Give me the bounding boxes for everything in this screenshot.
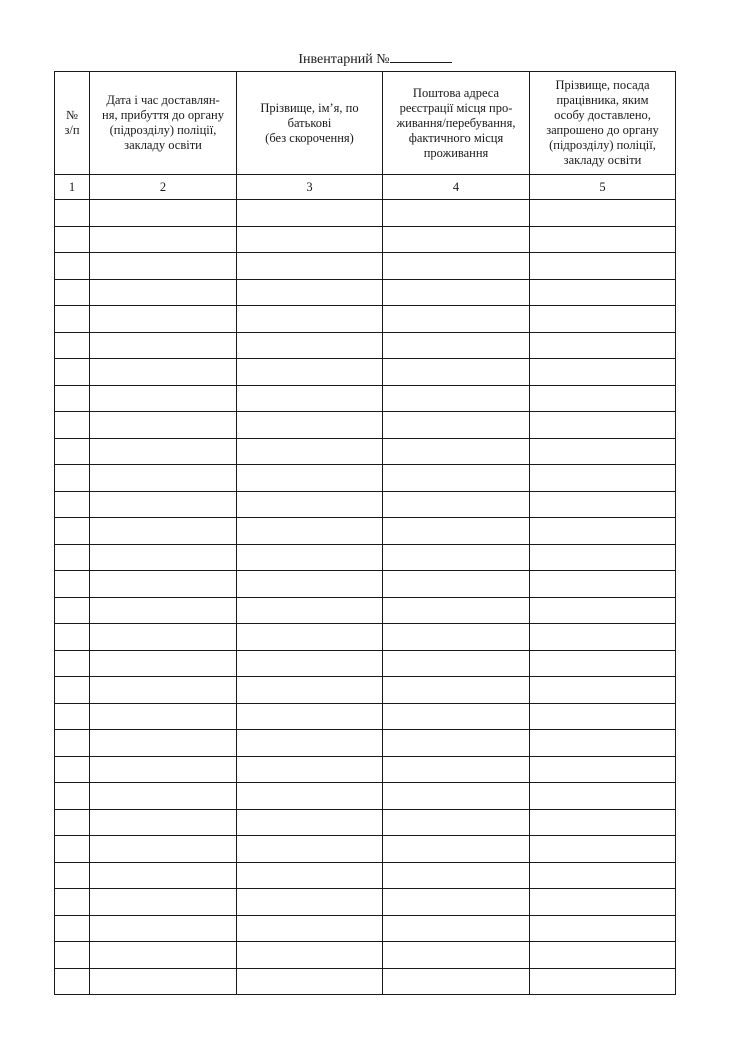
table-cell[interactable] [383, 597, 530, 624]
table-cell[interactable] [90, 438, 237, 465]
inventory-number-blank[interactable] [390, 49, 452, 63]
table-cell[interactable] [90, 783, 237, 810]
table-cell[interactable] [530, 756, 676, 783]
table-cell[interactable] [237, 677, 383, 704]
table-row [55, 491, 676, 518]
table-row [55, 597, 676, 624]
table-cell[interactable] [237, 438, 383, 465]
table-row [55, 862, 676, 889]
table-cell[interactable] [530, 677, 676, 704]
register-table [54, 71, 676, 995]
table-cell[interactable] [383, 783, 530, 810]
table-cell[interactable] [55, 942, 90, 969]
table-cell[interactable] [383, 465, 530, 492]
column-header-line: реєстрації місця про- [399, 100, 513, 115]
table-cell[interactable] [530, 783, 676, 810]
table-cell[interactable] [90, 226, 237, 253]
table-body [55, 200, 676, 995]
table-row [55, 226, 676, 253]
column-header-line: працівника, яким [556, 93, 649, 107]
table-cell[interactable] [383, 544, 530, 571]
table-row [55, 518, 676, 545]
column-header-line: закладу освіти [563, 153, 642, 167]
table-cell[interactable] [55, 571, 90, 598]
table-cell[interactable] [237, 942, 383, 969]
table-cell[interactable] [55, 359, 90, 386]
column-header-line: (без скорочення) [265, 130, 354, 145]
table-cell[interactable] [90, 544, 237, 571]
table-cell[interactable] [530, 544, 676, 571]
table-cell[interactable] [530, 968, 676, 995]
table-cell[interactable] [55, 597, 90, 624]
column-header-full-name [237, 72, 383, 175]
table-cell[interactable] [530, 306, 676, 333]
table-cell[interactable] [237, 862, 383, 889]
table-cell[interactable] [55, 836, 90, 863]
table-cell[interactable] [383, 889, 530, 916]
column-header-index [55, 72, 90, 175]
inventory-number-label: Інвентарний № [298, 52, 390, 67]
table-cell[interactable] [90, 862, 237, 889]
table-cell[interactable] [383, 571, 530, 598]
table-cell[interactable] [90, 385, 237, 412]
table-cell[interactable] [90, 597, 237, 624]
table-cell[interactable] [90, 253, 237, 280]
table-cell[interactable] [55, 226, 90, 253]
table-cell[interactable] [383, 703, 530, 730]
table-cell[interactable] [530, 253, 676, 280]
table-cell[interactable] [55, 465, 90, 492]
table-cell[interactable] [530, 385, 676, 412]
table-row [55, 650, 676, 677]
table-cell[interactable] [55, 385, 90, 412]
table-cell[interactable] [55, 756, 90, 783]
table-cell[interactable] [90, 465, 237, 492]
table-cell[interactable] [530, 518, 676, 545]
column-header-line: запрошено до органу [546, 123, 659, 137]
table-cell[interactable] [383, 332, 530, 359]
table-cell[interactable] [530, 332, 676, 359]
table-cell[interactable] [90, 836, 237, 863]
column-header-line: № [66, 108, 78, 122]
table-cell[interactable] [383, 385, 530, 412]
table-cell[interactable] [55, 332, 90, 359]
table-cell[interactable] [383, 756, 530, 783]
column-header-line: батькові [287, 115, 332, 130]
table-cell[interactable] [55, 200, 90, 227]
table-row [55, 942, 676, 969]
table-row [55, 783, 676, 810]
table-cell[interactable] [237, 915, 383, 942]
column-header-address [383, 72, 530, 175]
table-cell[interactable] [237, 279, 383, 306]
table-cell[interactable] [383, 942, 530, 969]
table-cell[interactable] [383, 279, 530, 306]
table-cell[interactable] [383, 677, 530, 704]
table-cell[interactable] [55, 889, 90, 916]
table-header-row [55, 72, 676, 175]
table-cell[interactable] [530, 703, 676, 730]
table-cell[interactable] [90, 703, 237, 730]
table-cell[interactable] [383, 968, 530, 995]
table-cell[interactable] [530, 862, 676, 889]
column-number: 2 [90, 175, 237, 200]
table-cell[interactable] [530, 597, 676, 624]
table-cell[interactable] [90, 491, 237, 518]
table-cell[interactable] [90, 359, 237, 386]
table-row [55, 624, 676, 651]
table-cell[interactable] [383, 438, 530, 465]
table-cell[interactable] [237, 703, 383, 730]
table-cell[interactable] [383, 306, 530, 333]
table-cell[interactable] [237, 306, 383, 333]
table-cell[interactable] [55, 783, 90, 810]
table-cell[interactable] [383, 730, 530, 757]
table-cell[interactable] [90, 942, 237, 969]
table-cell[interactable] [530, 226, 676, 253]
table-cell[interactable] [237, 889, 383, 916]
table-row [55, 253, 676, 280]
table-cell[interactable] [530, 412, 676, 439]
column-header-line: Прізвище, ім’я, по [260, 100, 359, 115]
table-cell[interactable] [90, 200, 237, 227]
table-cell[interactable] [530, 836, 676, 863]
table-cell[interactable] [55, 544, 90, 571]
table-cell[interactable] [237, 597, 383, 624]
column-header-line: Прізвище, посада [555, 78, 650, 92]
table-row [55, 385, 676, 412]
table-cell[interactable] [90, 624, 237, 651]
table-row [55, 677, 676, 704]
table-cell[interactable] [383, 412, 530, 439]
column-header-line: Дата і час доставлян- [106, 93, 220, 107]
table-cell[interactable] [530, 491, 676, 518]
table-cell[interactable] [530, 915, 676, 942]
table-row [55, 359, 676, 386]
column-header-datetime [90, 72, 237, 175]
table-cell[interactable] [90, 730, 237, 757]
table-cell[interactable] [90, 412, 237, 439]
table-cell[interactable] [55, 253, 90, 280]
table-row [55, 809, 676, 836]
table-cell[interactable] [90, 518, 237, 545]
table-cell[interactable] [55, 730, 90, 757]
table-cell[interactable] [383, 809, 530, 836]
column-header-line: особу доставлено, [554, 108, 651, 122]
column-header-line: з/п [64, 123, 80, 137]
column-header-line: (підрозділу) поліції, [109, 123, 217, 137]
table-cell[interactable] [55, 862, 90, 889]
column-header-line: проживання [423, 145, 489, 160]
table-cell[interactable] [90, 809, 237, 836]
table-cell[interactable] [383, 836, 530, 863]
column-number: 4 [383, 175, 530, 200]
column-header-line: закладу освіти [124, 138, 202, 152]
table-cell[interactable] [55, 438, 90, 465]
table-cell[interactable] [237, 200, 383, 227]
column-header-line: (підрозділу) поліції, [549, 138, 656, 152]
table-cell[interactable] [55, 809, 90, 836]
table-row [55, 915, 676, 942]
column-number-row [55, 175, 676, 200]
table-cell[interactable] [530, 730, 676, 757]
table-cell[interactable] [383, 650, 530, 677]
table-cell[interactable] [55, 703, 90, 730]
table-cell[interactable] [530, 465, 676, 492]
table-row [55, 332, 676, 359]
table-cell[interactable] [383, 518, 530, 545]
table-cell[interactable] [237, 836, 383, 863]
table-row [55, 889, 676, 916]
table-cell[interactable] [530, 571, 676, 598]
table-cell[interactable] [530, 438, 676, 465]
inventory-number-heading [0, 49, 750, 69]
table-row [55, 544, 676, 571]
table-row [55, 200, 676, 227]
column-number: 1 [55, 175, 90, 200]
table-cell[interactable] [237, 465, 383, 492]
table-cell[interactable] [237, 518, 383, 545]
table-cell[interactable] [237, 412, 383, 439]
table-cell[interactable] [383, 491, 530, 518]
table-cell[interactable] [530, 200, 676, 227]
table-cell[interactable] [383, 624, 530, 651]
table-cell[interactable] [90, 915, 237, 942]
table-row [55, 756, 676, 783]
table-cell[interactable] [90, 677, 237, 704]
column-header-line: фактичного місця [408, 130, 504, 145]
column-header-officer [530, 72, 676, 175]
table-cell[interactable] [383, 359, 530, 386]
table-cell[interactable] [237, 385, 383, 412]
table-cell[interactable] [237, 650, 383, 677]
table-cell[interactable] [55, 518, 90, 545]
table-cell[interactable] [237, 730, 383, 757]
table-cell[interactable] [90, 306, 237, 333]
table-cell[interactable] [237, 571, 383, 598]
table-cell[interactable] [90, 650, 237, 677]
table-row [55, 571, 676, 598]
table-cell[interactable] [55, 915, 90, 942]
table-cell[interactable] [530, 624, 676, 651]
table-cell[interactable] [383, 226, 530, 253]
table-cell[interactable] [90, 968, 237, 995]
table-cell[interactable] [237, 491, 383, 518]
table-cell[interactable] [530, 809, 676, 836]
table-cell[interactable] [237, 253, 383, 280]
table-row [55, 438, 676, 465]
table-row [55, 836, 676, 863]
column-header-line: ня, прибуття до органу [102, 108, 224, 122]
table-row [55, 279, 676, 306]
table-row [55, 412, 676, 439]
table-cell[interactable] [237, 809, 383, 836]
table-row [55, 703, 676, 730]
table-cell[interactable] [237, 968, 383, 995]
table-cell[interactable] [383, 915, 530, 942]
table-cell[interactable] [90, 571, 237, 598]
table-row [55, 465, 676, 492]
column-header-line: Поштова адреса [412, 85, 500, 100]
table-cell[interactable] [55, 677, 90, 704]
table-row [55, 730, 676, 757]
column-header-line: живання/перебування, [396, 115, 516, 130]
table-cell[interactable] [55, 650, 90, 677]
table-cell[interactable] [383, 253, 530, 280]
table-cell[interactable] [90, 279, 237, 306]
table-cell[interactable] [530, 279, 676, 306]
table-cell[interactable] [237, 624, 383, 651]
table-cell[interactable] [55, 279, 90, 306]
table-row [55, 306, 676, 333]
table-cell[interactable] [530, 942, 676, 969]
column-number: 3 [237, 175, 383, 200]
table-cell[interactable] [237, 544, 383, 571]
table-cell[interactable] [383, 862, 530, 889]
table-cell[interactable] [383, 200, 530, 227]
table-cell[interactable] [55, 491, 90, 518]
table-cell[interactable] [237, 359, 383, 386]
table-cell[interactable] [530, 889, 676, 916]
table-cell[interactable] [237, 756, 383, 783]
table-cell[interactable] [55, 306, 90, 333]
table-cell[interactable] [237, 226, 383, 253]
table-row [55, 968, 676, 995]
table-cell[interactable] [530, 359, 676, 386]
table-cell[interactable] [90, 889, 237, 916]
column-number: 5 [530, 175, 676, 200]
table-cell[interactable] [530, 650, 676, 677]
table-cell[interactable] [55, 968, 90, 995]
table-cell[interactable] [237, 332, 383, 359]
table-cell[interactable] [90, 756, 237, 783]
table-cell[interactable] [237, 783, 383, 810]
table-cell[interactable] [90, 332, 237, 359]
table-cell[interactable] [55, 624, 90, 651]
table-cell[interactable] [55, 412, 90, 439]
